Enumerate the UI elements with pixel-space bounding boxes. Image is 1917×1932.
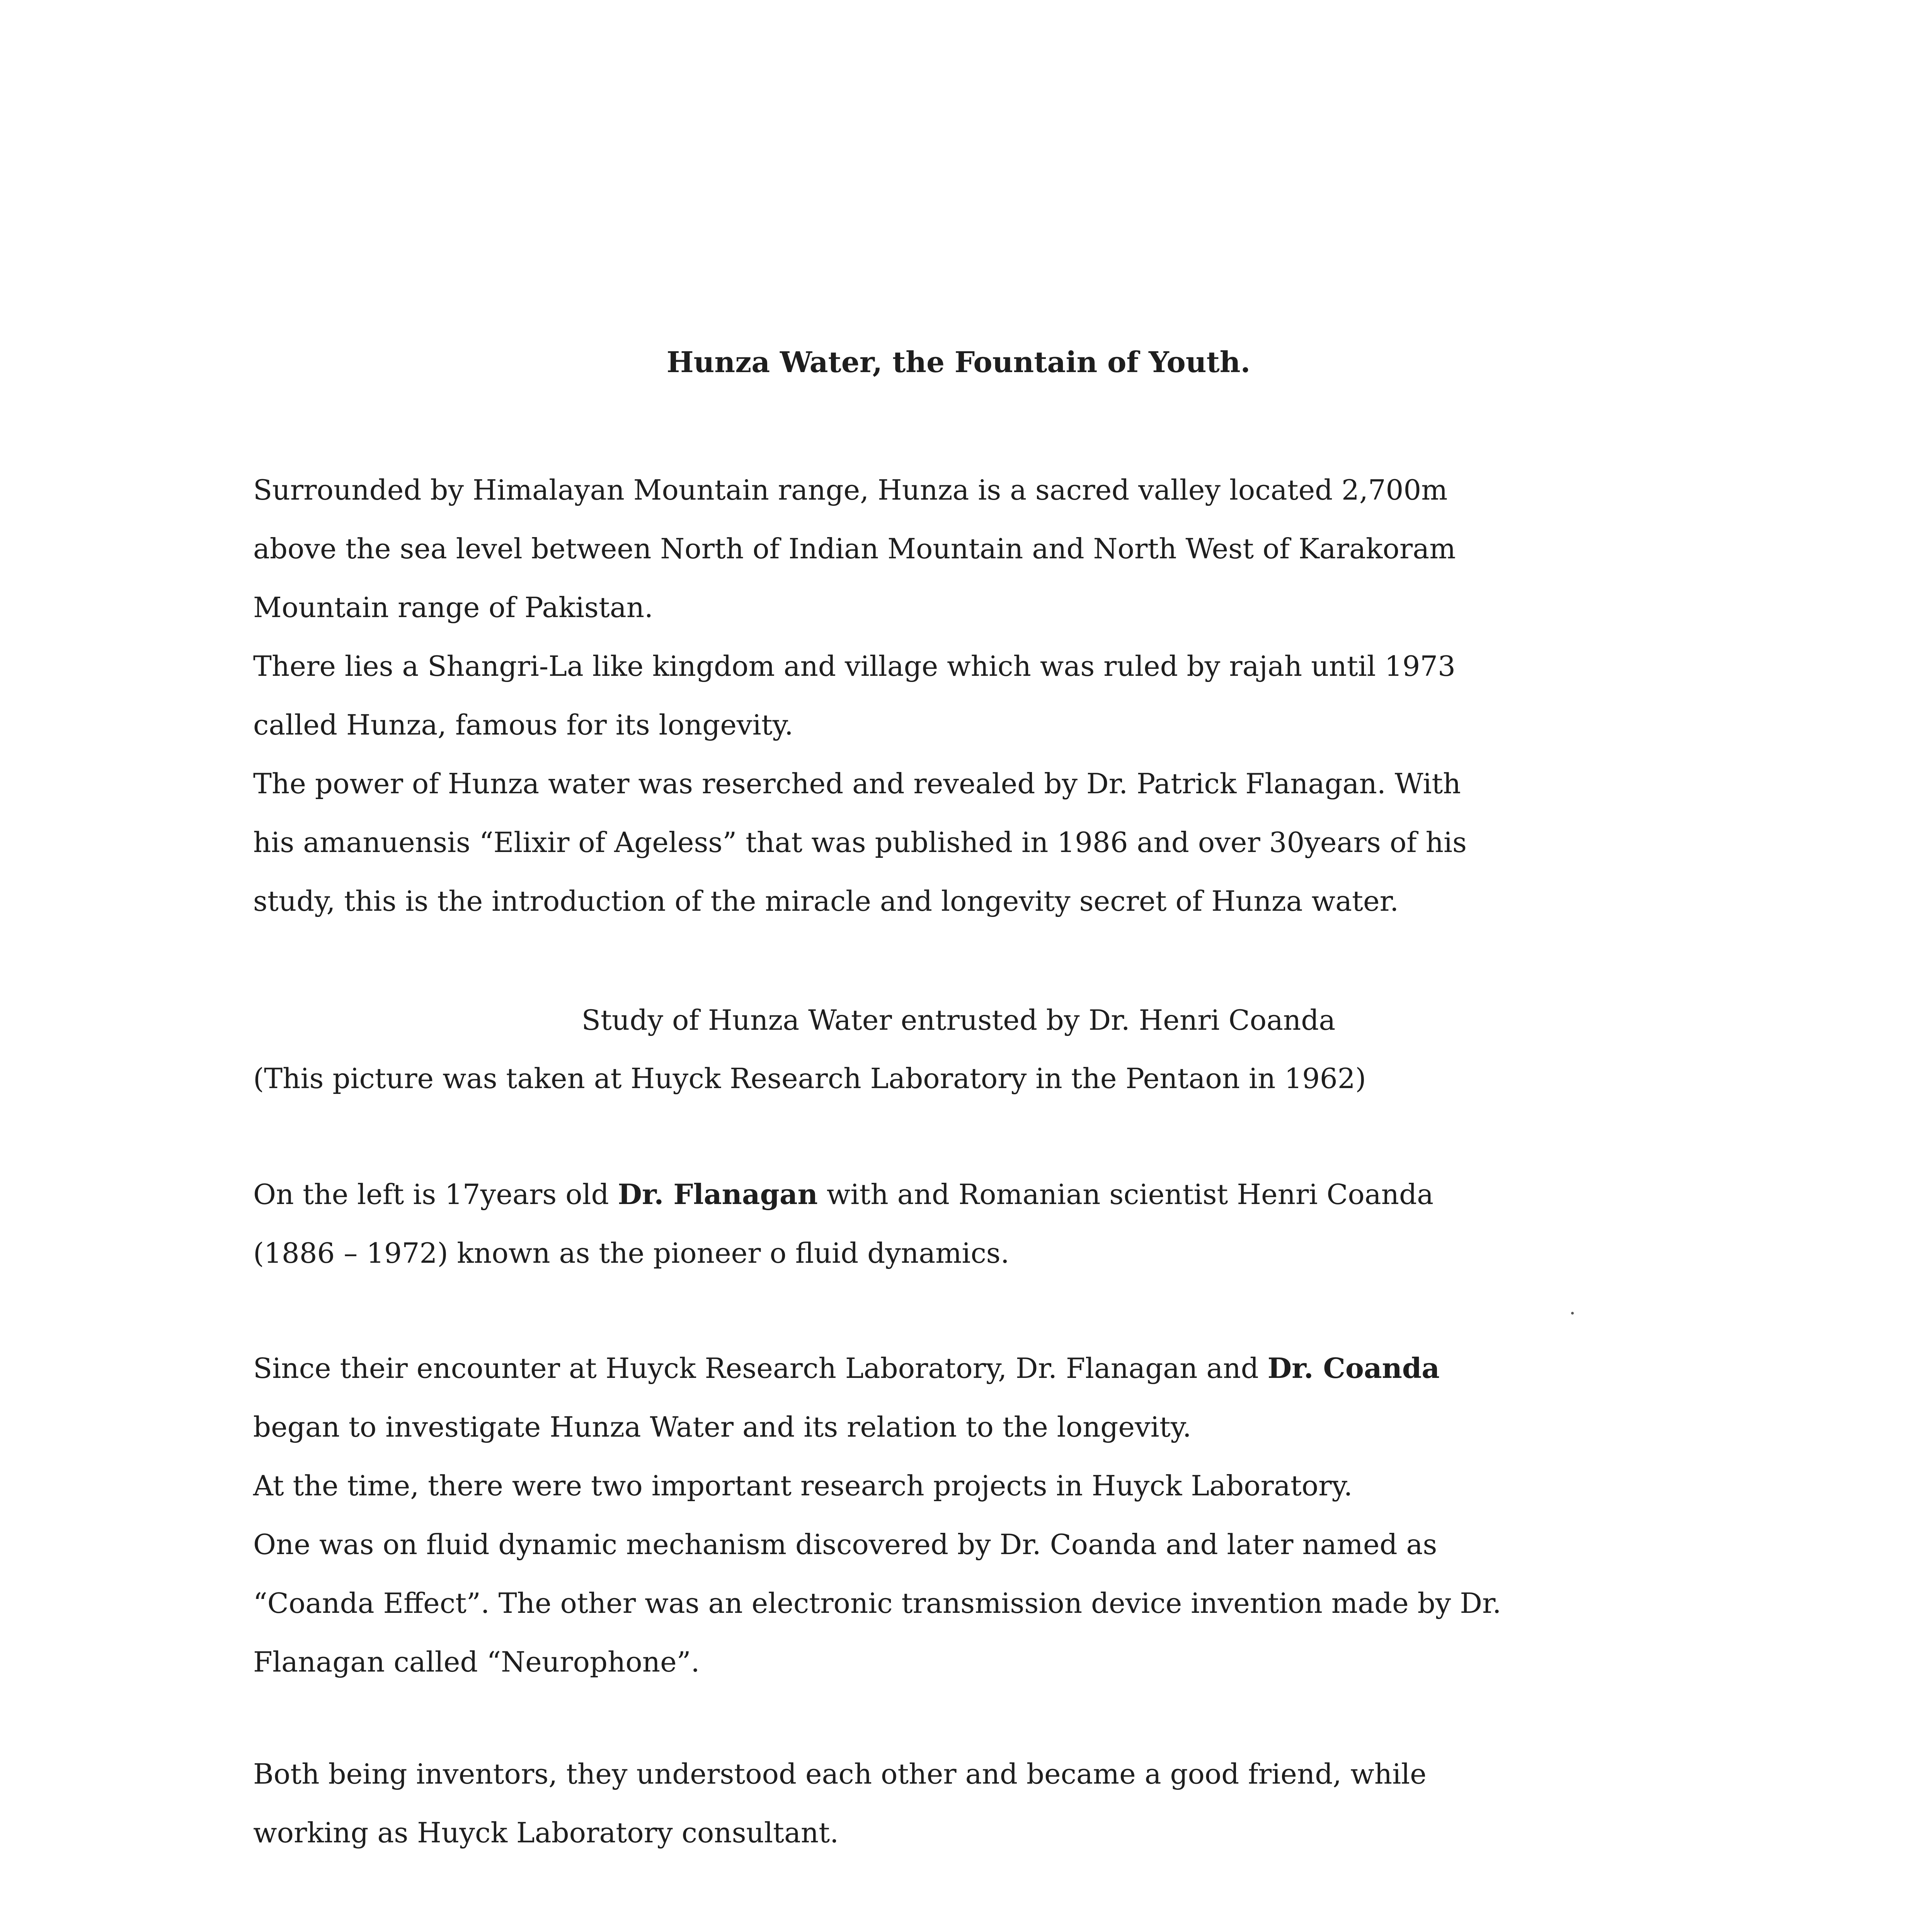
intro-line: The power of Hunza water was reserched and revealed by Dr. Patrick Flanagan. With [253,767,1461,800]
intro-line: There lies a Shangri-La like kingdom and village which was ruled by rajah until 1973 [253,650,1456,682]
text-run: Since their encounter at Huyck Research Laboratory, Dr. Flanagan and [253,1352,1268,1384]
intro-line: his amanuensis “Elixir of Ageless” that was published in 1986 and over 30years of his [253,826,1467,859]
intro-line: called Hunza, famous for its longevity. [253,709,793,741]
bold-name: Dr. Coanda [1267,1352,1440,1384]
paragraph-line: Both being inventors, they understood each other and became a good friend, while [253,1758,1427,1790]
paragraph-flanagan-coanda [253,1165,1683,1282]
intro-line: study, this is the introduction of the miracle and longevity secret of Hunza water. [253,885,1399,917]
paragraph-line: Flanagan called “Neurophone”. [253,1646,700,1678]
paragraph-line [253,1165,1683,1224]
paragraph-line: At the time, there were two important research projects in Huyck Laboratory. [253,1469,1353,1502]
text-run: with and Romanian scientist Henri Coanda [817,1178,1434,1211]
paragraph-journal [253,1918,1683,1932]
paragraph-line: One was on fluid dynamic mechanism discovered by Dr. Coanda and later named as [253,1528,1437,1561]
paragraph-line: “Coanda Effect”. The other was an electronic transmission device invention made by Dr. [253,1587,1502,1619]
intro-line: above the sea level between North of Indian Mountain and North West of Karakoram [253,532,1456,565]
paragraph-inventors [253,1745,1683,1862]
intro-line: Mountain range of Pakistan. [253,591,653,624]
intro-paragraph [253,461,1683,930]
paragraph-line [253,1339,1683,1398]
scan-speck [1571,1312,1574,1315]
section-heading: Study of Hunza Water entrusted by Dr. Henri Coanda [581,1004,1336,1036]
paragraph-research [253,1339,1683,1691]
caption-line: (This picture was taken at Huyck Research Laboratory in the Pentaon in 1962) [253,1062,1366,1095]
intro-line: Surrounded by Himalayan Mountain range, Hunza is a sacred valley located 2,700m [253,474,1448,506]
photo-caption [253,1049,1683,1108]
paragraph-line: (1886 – 1972) known as the pioneer o fluid dynamics. [253,1237,1010,1269]
text-run: On the left is 17years old [253,1178,618,1211]
document-title: Hunza Water, the Fountain of Youth. [666,346,1251,379]
paragraph-line: began to investigate Hunza Water and its relation to the longevity. [253,1411,1192,1443]
bold-name: Dr. Flanagan [618,1178,818,1211]
paragraph-line: working as Huyck Laboratory consultant. [253,1816,839,1849]
paragraph-line [253,1918,1683,1932]
